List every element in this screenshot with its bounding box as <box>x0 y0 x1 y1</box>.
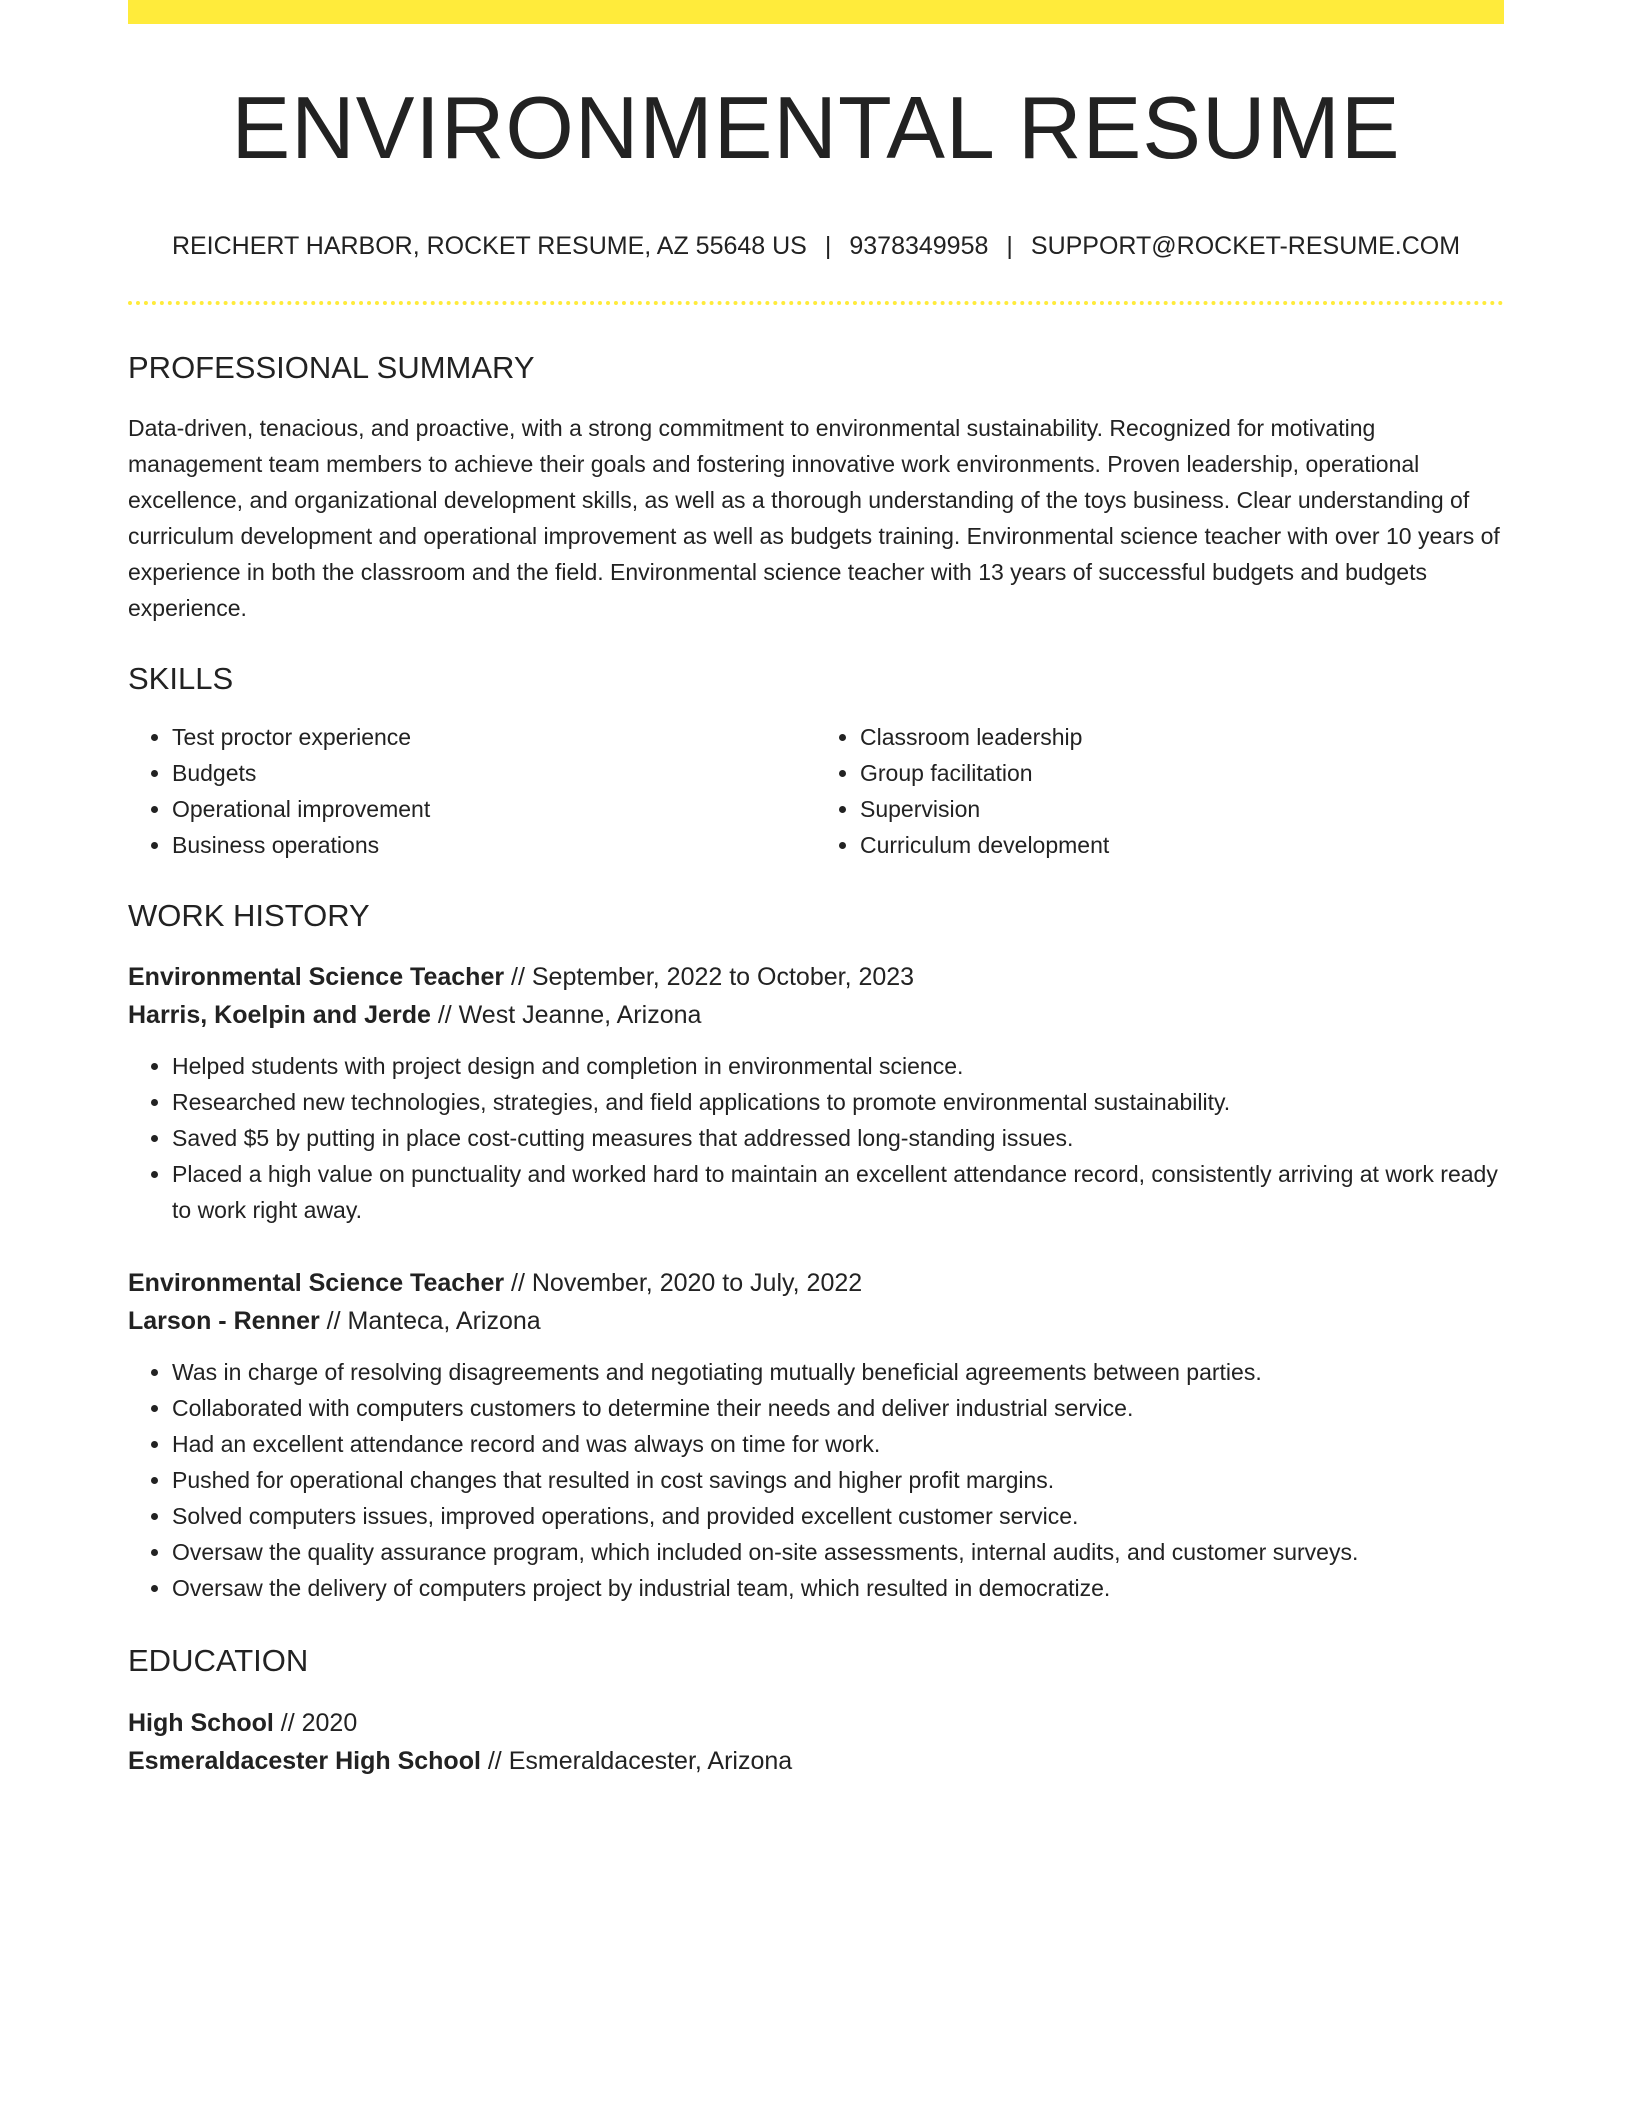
job-bullets <box>128 1048 1504 1228</box>
education-degree-line <box>128 1704 1504 1742</box>
skill-item: • Budgets <box>172 755 816 791</box>
job-entry <box>128 958 1504 1228</box>
resume-page <box>128 0 1504 1780</box>
education-entry <box>128 1704 1504 1780</box>
job-location: // West Jeanne, Arizona <box>437 1001 702 1030</box>
education-school-line <box>128 1742 1504 1780</box>
job-entry <box>128 1264 1504 1606</box>
job-title-line <box>128 958 1504 996</box>
address: REICHERT HARBOR, ROCKET RESUME, AZ 55648 US <box>171 231 807 260</box>
contact-separator: | <box>1006 231 1013 260</box>
summary-heading: PROFESSIONAL SUMMARY <box>128 349 535 385</box>
job-dates: // September, 2022 to October, 2023 <box>511 963 915 992</box>
job-bullet: • Was in charge of resolving disagreements and negotiating mutually beneficial agreements between parties. <box>172 1354 1504 1390</box>
contact-separator: | <box>824 231 832 260</box>
summary-text: Data-driven, tenacious, and proactive, with a strong commitment to environmental sustainability. Recognized for motivating management team members to achieve their goals and fostering innovative work environments. Proven leadership, operational excellence, and organizational development skills, as well as a thorough understanding of the toys business. Clear understanding of curriculum development and operational improvement as well as budgets training. Environmental science teacher with over 10 years of experience in both the classroom and the field. Environmental science teacher with 13 years of successful budgets and budgets experience. <box>128 414 1500 621</box>
skills-grid <box>128 719 1504 863</box>
education-location: // Esmeraldacester, Arizona <box>487 1746 793 1775</box>
job-bullets <box>128 1354 1504 1606</box>
job-location: // Manteca, Arizona <box>326 1307 541 1336</box>
education-year: // 2020 <box>280 1708 358 1737</box>
job-title: Environmental Science Teacher <box>128 963 505 992</box>
skill-item: • Group facilitation <box>860 755 1504 791</box>
job-bullet: • Oversaw the quality assurance program, which included on-site assessments, internal audits, and customer surveys. <box>172 1534 1504 1570</box>
job-bullet: • Had an excellent attendance record and was always on time for work. <box>172 1426 1504 1462</box>
job-company-line <box>128 1302 1504 1340</box>
job-bullet: • Solved computers issues, improved operations, and provided excellent customer service. <box>172 1498 1504 1534</box>
skill-item: • Classroom leadership <box>860 719 1504 755</box>
job-title: Environmental Science Teacher <box>128 1269 505 1298</box>
job-title-line <box>128 1264 1504 1302</box>
work-history-heading: WORK HISTORY <box>128 898 370 934</box>
job-company: Harris, Koelpin and Jerde <box>128 1001 431 1030</box>
skills-column-left <box>128 719 816 863</box>
skill-item: • Supervision <box>860 791 1504 827</box>
phone: 9378349958 <box>849 231 989 260</box>
skill-item: • Curriculum development <box>860 827 1504 863</box>
job-company: Larson - Renner <box>128 1307 320 1336</box>
job-bullet: • Pushed for operational changes that resulted in cost savings and higher profit margins. <box>172 1462 1504 1498</box>
page-title: ENVIRONMENTAL RESUME <box>231 78 1401 177</box>
job-bullet: • Saved $5 by putting in place cost-cutting measures that addressed long-standing issues. <box>172 1120 1504 1156</box>
skill-item: • Test proctor experience <box>172 719 816 755</box>
skill-item: • Operational improvement <box>172 791 816 827</box>
education-degree: High School <box>128 1708 274 1737</box>
job-bullet: • Helped students with project design and completion in environmental science. <box>172 1048 1504 1084</box>
job-bullet: • Collaborated with computers customers to determine their needs and deliver industrial service. <box>172 1390 1504 1426</box>
dotted-divider <box>128 301 1504 305</box>
job-dates: // November, 2020 to July, 2022 <box>511 1269 863 1298</box>
contact-line <box>128 231 1504 261</box>
education-heading: EDUCATION <box>128 1643 309 1679</box>
top-accent-bar <box>128 0 1504 24</box>
job-bullet: • Researched new technologies, strategies, and field applications to promote environmental sustainability. <box>172 1084 1504 1120</box>
job-bullet: • Placed a high value on punctuality and worked hard to maintain an excellent attendance record, consistently arriving at work ready to work right away. <box>172 1156 1504 1228</box>
job-company-line <box>128 996 1504 1034</box>
education-school: Esmeraldacester High School <box>128 1746 481 1775</box>
skills-column-right <box>816 719 1504 863</box>
email: SUPPORT@ROCKET-RESUME.COM <box>1030 231 1461 260</box>
skills-heading: SKILLS <box>128 660 234 696</box>
skill-item: • Business operations <box>172 827 816 863</box>
job-bullet: • Oversaw the delivery of computers project by industrial team, which resulted in democratize. <box>172 1570 1504 1606</box>
